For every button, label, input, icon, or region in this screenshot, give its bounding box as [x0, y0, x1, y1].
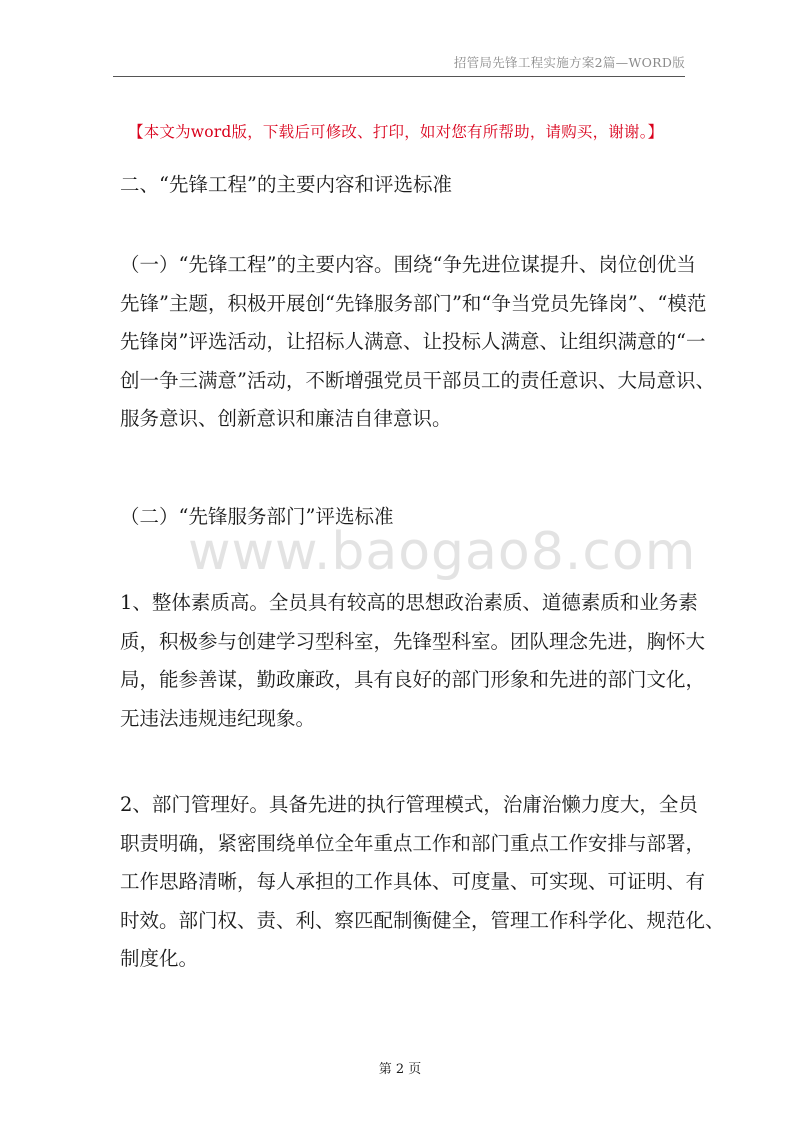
watermark: www.baogao8.com: [188, 522, 697, 582]
running-header: 招管局先锋工程实施方案2篇—WORD版: [453, 55, 685, 70]
text-line: 工作思路清晰，每人承担的工作具体、可度量、可实现、可证明、有: [120, 870, 706, 893]
text-line: 局，能参善谋，勤政廉政，具有良好的部门形象和先进的部门文化，: [120, 668, 706, 691]
text-line: 制度化。: [120, 947, 199, 970]
text-line: 1、整体素质高。全员具有较高的思想政治素质、道德素质和业务素: [120, 591, 698, 614]
paragraph-criterion-2: [120, 786, 725, 979]
text-line: 先锋岗”评选活动，让招标人满意、让投标人满意、让组织满意的“一: [120, 330, 706, 353]
text-line: 2、部门管理好。具备先进的执行管理模式，治庸治懒力度大，全员: [120, 793, 698, 816]
text-line: 职责明确，紧密围绕单位全年重点工作和部门重点工作安排与部署，: [120, 831, 706, 855]
text-line: （一）“先锋工程”的主要内容。围绕“争先进位谋提升、岗位创优当: [120, 253, 696, 276]
text-line: 先锋”主题，积极开展创“先锋服务部门”和“争当党员先锋岗”、“模范: [120, 291, 707, 315]
subsection-title-text: （二）“先锋服务部门”评选标准: [120, 505, 394, 528]
section-title-text: 二、“先锋工程”的主要内容和评选标准: [120, 173, 452, 196]
text-line: 质，积极参与创建学习型科室，先锋型科室。团队理念先进，胸怀大: [120, 629, 706, 653]
text-line: 服务意识、创新意识和廉洁自律意识。: [120, 407, 452, 430]
text-line: 无违法违规违纪现象。: [120, 706, 316, 730]
page-number: 第 2 页: [378, 1062, 422, 1077]
paragraph-main-content: [120, 246, 715, 439]
section-title: [120, 166, 690, 205]
purchase-notice: 【本文为word版，下载后可修改、打印，如对您有所帮助，请购买，谢谢。】: [128, 123, 664, 141]
subsection-title: [120, 498, 690, 537]
text-line: 创一争三满意”活动，不断增强党员干部员工的责任意识、大局意识、: [120, 368, 715, 392]
header-divider: [113, 76, 685, 77]
paragraph-criterion-1: [120, 584, 706, 738]
text-line: 时效。部门权、责、利、察匹配制衡健全，管理工作科学化、规范化、: [120, 908, 725, 932]
